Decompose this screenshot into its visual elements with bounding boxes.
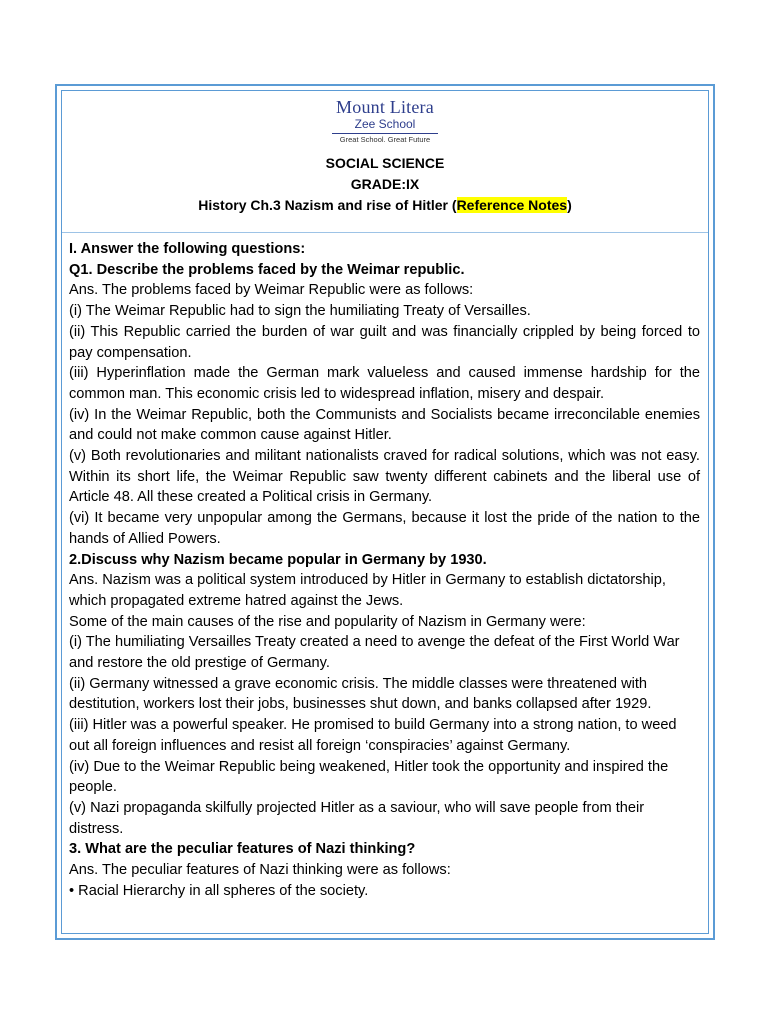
answer-line: Some of the main causes of the rise and popularity of Nazism in Germany were: — [69, 613, 586, 630]
document-body — [62, 233, 708, 902]
answer-point: (iii) Hyperinflation made the German mark valueless and caused immense hardship for the common man. This economic crisis led to widespread inflation, misery and despair. — [69, 365, 700, 402]
chapter-title — [62, 195, 708, 216]
answer-point: (i) The humiliating Versailles Treaty created a need to avenge the defeat of the First World War and restore the old prestige of Germany. — [69, 634, 680, 672]
document-header — [62, 91, 708, 233]
answer-point: (ii) Germany witnessed a grave economic crisis. The middle classes were threatened with destitution, workers lost their jobs, businesses shut down, and banks collapsed after 1929. — [69, 675, 652, 713]
logo-tagline: Great School. Great Future — [339, 135, 431, 144]
grade-title: GRADE:IX — [350, 176, 420, 192]
page-border-inner — [61, 90, 709, 934]
answer-point: (iv) In the Weimar Republic, both the Communists and Socialists became irreconcilable enemies and could not make common cause against Hitler. — [69, 406, 700, 444]
answer-point: (ii) This Republic carried the burden of war guilt and was financially crippled by being forced to pay compensation. — [69, 323, 700, 361]
logo-name: Mount Litera — [336, 97, 434, 117]
answer-point: (i) The Weimar Republic had to sign the humiliating Treaty of Versailles. — [69, 303, 531, 320]
page-border-outer — [55, 84, 715, 940]
school-logo — [62, 97, 708, 145]
logo-subtitle: Zee School — [354, 117, 416, 131]
answer-line: Ans. Nazism was a political system introduced by Hitler in Germany to establish dictatorship, which propagated extreme hatred against the Jews. — [69, 572, 666, 609]
question-heading: 3. What are the peculiar features of Nazi thinking? — [69, 841, 416, 858]
chapter-title-suffix: ) — [567, 197, 572, 213]
question-heading: 2.Discuss why Nazism became popular in Germany by 1930. — [69, 551, 487, 568]
chapter-title-text: History Ch.3 Nazism and rise of Hitler ( — [198, 197, 457, 213]
logo-divider — [332, 133, 438, 134]
question-heading: Q1. Describe the problems faced by the Weimar republic. — [69, 261, 465, 278]
answer-point: (v) Nazi propaganda skilfully projected Hitler as a saviour, who will save people from their distress. — [69, 799, 645, 837]
document-titles — [62, 153, 708, 216]
answer-line: Ans. The peculiar features of Nazi thinking were as follows: — [69, 862, 451, 879]
answer-point: (iv) Due to the Weimar Republic being weakened, Hitler took the opportunity and inspired the people. — [69, 758, 669, 796]
subject-title: SOCIAL SCIENCE — [325, 155, 445, 171]
section-heading: I. Answer the following questions: — [69, 241, 306, 257]
answer-point: (vi) It became very unpopular among the Germans, because it lost the pride of the nation to the hands of Allied Powers. — [69, 510, 700, 547]
reference-notes-highlight: Reference Notes — [456, 197, 568, 213]
answer-point: (v) Both revolutionaries and militant nationalists craved for radical solutions, which was not easy. Within its short life, the Weimar Republic saw twenty different cabinets and the liberal use of Article 48. All these created a Political crisis in Germany. — [69, 448, 700, 506]
answer-point: (iii) Hitler was a powerful speaker. He promised to build Germany into a strong nation, to weed out all foreign influences and resist all foreign ‘conspiracies’ against Germany. — [69, 717, 677, 754]
answer-bullet: • Racial Hierarchy in all spheres of the society. — [69, 882, 369, 899]
answer-line: Ans. The problems faced by Weimar Republic were as follows: — [69, 282, 474, 299]
